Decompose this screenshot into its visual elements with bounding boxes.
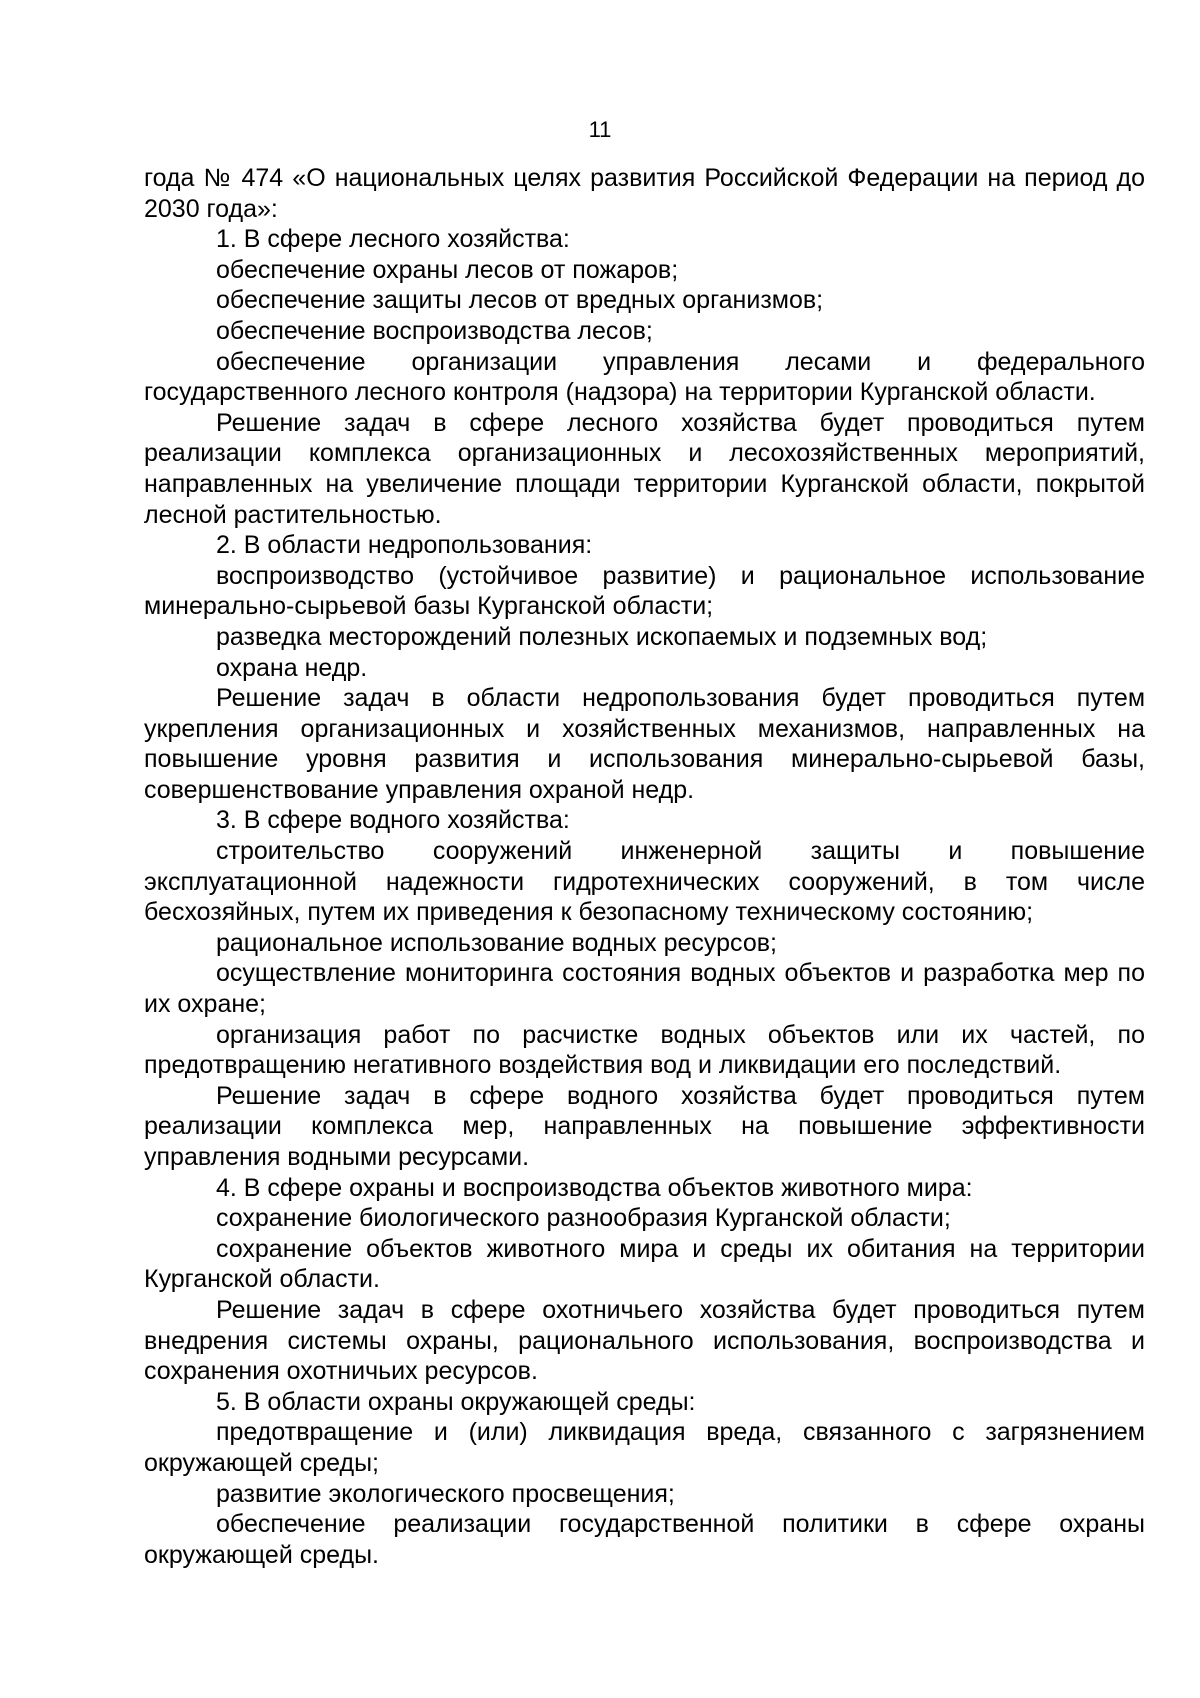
section-summary-paragraph: Решение задач в сфере лесного хозяйства будет проводиться путем реализации комплекса организационных и лесохозяйственных мероприятий, направленных на увеличение площади территории Курганской области, покрытой лесной растительностью. — [144, 408, 1145, 529]
section-heading-subsoil: 2. В области недропользования: — [216, 531, 593, 560]
list-item: рациональное использование водных ресурсов; — [216, 928, 777, 957]
section-summary-paragraph: Решение задач в области недропользования будет проводиться путем укрепления организационных и хозяйственных механизмов, направленных на повышение уровня развития и использования минерально-сырьевой базы, совершенствование управления охраной недр. — [144, 684, 1145, 804]
section-summary-paragraph: Решение задач в сфере водного хозяйства будет проводиться путем реализации комплекса мер, направленных на повышение эффективности управления водными ресурсами. — [144, 1081, 1145, 1171]
section-heading-water: 3. В сфере водного хозяйства: — [216, 806, 570, 835]
list-item: обеспечение организации управления лесами и федерального государственного лесного контроля (надзора) на территории Курганской области. — [144, 347, 1145, 407]
list-item: развитие экологического просвещения; — [216, 1479, 675, 1508]
list-item: разведка месторождений полезных ископаемых и подземных вод; — [216, 622, 988, 651]
list-item: предотвращение и (или) ликвидация вреда, связанного с загрязнением окружающей среды; — [144, 1418, 1145, 1477]
paragraph-continuation: года № 474 «О национальных целях развития Российской Федерации на период до 2030 года»: — [144, 164, 1145, 223]
list-item: обеспечение воспроизводства лесов; — [216, 316, 653, 345]
section-heading-wildlife: 4. В сфере охраны и воспроизводства объектов животного мира: — [216, 1173, 973, 1202]
list-item: охрана недр. — [216, 653, 368, 682]
section-heading-forestry: 1. В сфере лесного хозяйства: — [216, 225, 570, 254]
section-summary-paragraph: Решение задач в сфере охотничьего хозяйства будет проводиться путем внедрения системы охраны, рационального использования, воспроизводства и сохранения охотничьих ресурсов. — [144, 1295, 1145, 1386]
list-item: строительство сооружений инженерной защиты и повышение эксплуатационной надежности гидротехнических сооружений, в том числе бесхозяйных, путем их приведения к безопасному техническому состоянию; — [144, 837, 1145, 927]
list-item: воспроизводство (устойчивое развитие) и рациональное использование минерально-сырьевой базы Курганской области; — [144, 561, 1145, 621]
list-item: обеспечение защиты лесов от вредных организмов; — [216, 286, 824, 315]
page-number: 11 — [588, 117, 612, 142]
list-item: сохранение биологического разнообразия Курганской области; — [216, 1204, 951, 1233]
list-item: организация работ по расчистке водных объектов или их частей, по предотвращению негативного воздействия вод и ликвидации его последствий. — [144, 1020, 1145, 1080]
list-item: сохранение объектов животного мира и среды их обитания на территории Курганской области. — [144, 1234, 1145, 1294]
list-item: обеспечение охраны лесов от пожаров; — [216, 255, 679, 284]
document-body — [144, 163, 1145, 1570]
list-item: осуществление мониторинга состояния водных объектов и разработка мер по их охране; — [144, 959, 1145, 1019]
list-item: обеспечение реализации государственной политики в сфере охраны окружающей среды. — [144, 1510, 1145, 1569]
section-heading-environment: 5. В области охраны окружающей среды: — [216, 1387, 696, 1416]
